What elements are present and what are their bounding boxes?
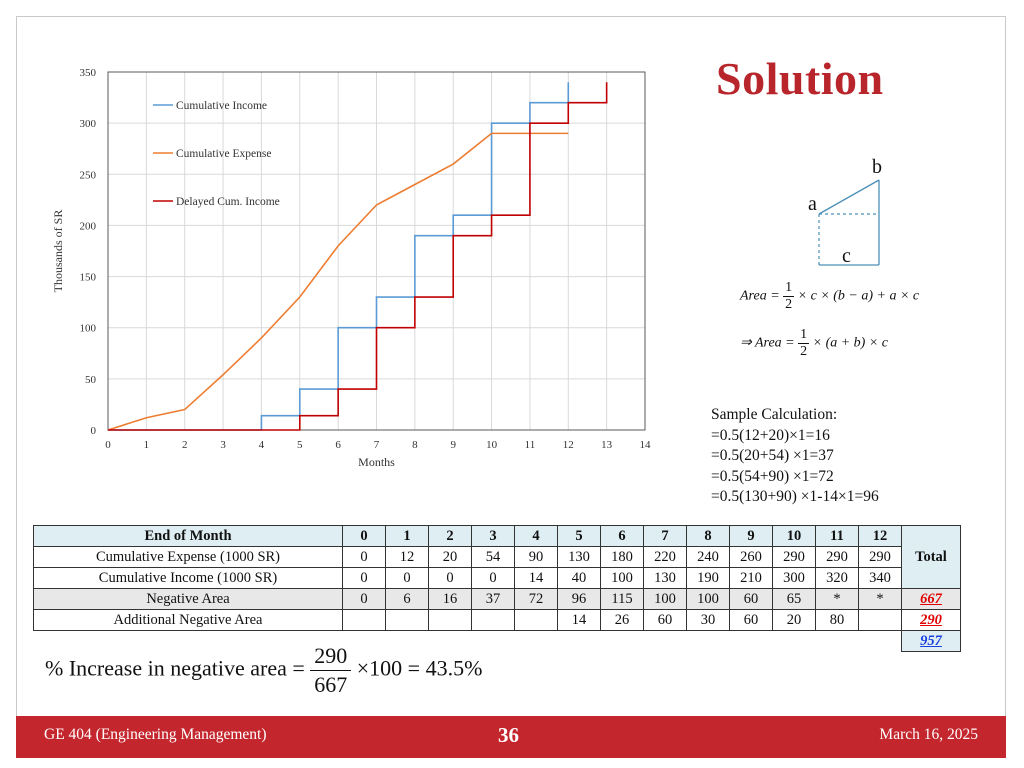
- percent-rhs: ×100 = 43.5%: [356, 655, 483, 681]
- table-cell: 100: [644, 589, 687, 610]
- formula1-lhs: Area =: [740, 288, 780, 304]
- table-row-expense: [34, 547, 961, 568]
- table-header-cell: 2: [429, 526, 472, 547]
- x-tick-label: 0: [105, 439, 111, 451]
- table-cell: 100: [687, 589, 730, 610]
- table-cell: 6: [386, 589, 429, 610]
- table-cell: [429, 610, 472, 631]
- table-header-cell: 7: [644, 526, 687, 547]
- y-tick-label: 50: [85, 373, 96, 386]
- table-cell: Additional Negative Area: [34, 610, 343, 631]
- table-cell: 290: [816, 547, 859, 568]
- table-cell: 100: [601, 568, 644, 589]
- table-cell: 210: [730, 568, 773, 589]
- table-cell: 80: [816, 610, 859, 631]
- table-cell: 115: [601, 589, 644, 610]
- table-cell: 96: [558, 589, 601, 610]
- table-cell: [515, 610, 558, 631]
- diagram-label-b: b: [872, 156, 882, 178]
- formula1-numerator: 1: [785, 280, 793, 295]
- diagram-label-a: a: [808, 193, 817, 215]
- table-cell: 130: [558, 547, 601, 568]
- table-header-cell: 10: [773, 526, 816, 547]
- table-cell: 40: [558, 568, 601, 589]
- percent-numerator: 290: [310, 642, 351, 671]
- table-cell: 340: [859, 568, 902, 589]
- x-tick-label: 5: [297, 439, 303, 451]
- table-cell: 54: [472, 547, 515, 568]
- table-cell: 290: [773, 547, 816, 568]
- table-header-cell: 4: [515, 526, 558, 547]
- x-tick-label: 4: [258, 439, 265, 451]
- slide-title: Solution: [716, 53, 884, 104]
- y-tick-label: 300: [79, 118, 96, 131]
- table-cell: [472, 610, 515, 631]
- y-tick-label: 0: [90, 425, 96, 437]
- table-cell: [343, 610, 386, 631]
- table-header-cell: 8: [687, 526, 730, 547]
- table-cell: 300: [773, 568, 816, 589]
- y-tick-label: 100: [79, 322, 96, 335]
- table-cell: 240: [687, 547, 730, 568]
- table-cell: Negative Area: [34, 589, 343, 610]
- table-cell: 180: [601, 547, 644, 568]
- x-tick-label: 8: [412, 439, 418, 451]
- diagram-label-c: c: [842, 245, 851, 267]
- table-cell: *: [816, 589, 859, 610]
- sample-calculation: [711, 405, 879, 508]
- sample-line: =0.5(130+90) ×1-14×1=96: [711, 488, 879, 505]
- table-cell: Cumulative Income (1000 SR): [34, 568, 343, 589]
- page-number: 36: [498, 723, 519, 747]
- sample-line: =0.5(20+54) ×1=37: [711, 447, 834, 464]
- formula1-rhs: × c × (b − a) + a × c: [797, 288, 920, 304]
- table-cell: 16: [429, 589, 472, 610]
- x-tick-label: 2: [181, 439, 188, 451]
- x-tick-label: 6: [335, 439, 341, 451]
- table-cell: 60: [644, 610, 687, 631]
- grand-total: 957: [902, 631, 961, 652]
- table-cell: *: [859, 589, 902, 610]
- table-header-row: [34, 526, 961, 547]
- cumulative-chart: [30, 60, 670, 480]
- table-cell: 260: [730, 547, 773, 568]
- table-cell: 0: [472, 568, 515, 589]
- table-cell: [859, 610, 902, 631]
- table-cell: 60: [730, 610, 773, 631]
- x-tick-label: 9: [450, 439, 456, 451]
- table-cell: 60: [730, 589, 773, 610]
- y-tick-label: 150: [79, 271, 96, 284]
- table-cell: 37: [472, 589, 515, 610]
- x-axis-label: Months: [358, 455, 395, 469]
- sample-line: =0.5(12+20)×1=16: [711, 426, 830, 444]
- table-cell: 90: [515, 547, 558, 568]
- trapezoid-diagram: [800, 150, 920, 280]
- sample-heading: Sample Calculation:: [711, 406, 838, 423]
- table-header-cell: 5: [558, 526, 601, 547]
- total-additional-area: 290: [902, 610, 961, 631]
- table-cell: 14: [515, 568, 558, 589]
- slide-footer: [16, 716, 1006, 758]
- sample-line: =0.5(54+90) ×1=72: [711, 467, 834, 485]
- table-cell: 0: [343, 589, 386, 610]
- table-header-cell: 3: [472, 526, 515, 547]
- legend-label: Cumulative Income: [176, 100, 268, 112]
- table-cell: 190: [687, 568, 730, 589]
- formula2-numerator: 1: [800, 327, 808, 342]
- legend-label: Delayed Cum. Income: [176, 196, 280, 208]
- area-formula-simplified: [740, 327, 888, 360]
- table-header-cell: 1: [386, 526, 429, 547]
- table-row-income: [34, 568, 961, 589]
- table-cell: 12: [386, 547, 429, 568]
- y-tick-label: 200: [79, 220, 96, 233]
- table-cell: 30: [687, 610, 730, 631]
- table-cell: 72: [515, 589, 558, 610]
- total-negative-area: 667: [902, 589, 961, 610]
- table-cell: 20: [773, 610, 816, 631]
- table-cell: 0: [429, 568, 472, 589]
- table-cell: 26: [601, 610, 644, 631]
- area-formula: [740, 280, 919, 313]
- percent-denominator: 667: [314, 672, 348, 697]
- table-row-additional-area: [34, 610, 961, 631]
- table-header-cell: 6: [601, 526, 644, 547]
- x-tick-label: 10: [486, 439, 498, 451]
- formula2-lhs: ⇒ Area =: [740, 335, 795, 351]
- table-cell: 0: [386, 568, 429, 589]
- y-tick-label: 250: [79, 169, 96, 182]
- percent-fraction: [310, 642, 351, 699]
- table-header-cell: 12: [859, 526, 902, 547]
- cash-flow-table: [33, 525, 961, 652]
- x-tick-label: 13: [601, 439, 613, 451]
- formula1-fraction: [783, 280, 794, 313]
- table-cell: 20: [429, 547, 472, 568]
- diagram-top-edge: [819, 180, 879, 214]
- x-tick-label: 1: [143, 439, 150, 451]
- y-axis-label: Thousands of SR: [51, 209, 65, 293]
- table-header-cell: End of Month: [34, 526, 343, 547]
- total-header-cell: Total: [902, 526, 961, 589]
- x-tick-label: 7: [373, 439, 380, 451]
- formula2-denominator: 2: [800, 344, 808, 359]
- formula2-rhs: × (a + b) × c: [812, 335, 889, 351]
- table-cell: 0: [343, 568, 386, 589]
- table-header-cell: 0: [343, 526, 386, 547]
- x-tick-label: 14: [639, 439, 651, 451]
- table-cell: 65: [773, 589, 816, 610]
- table-cell: 290: [859, 547, 902, 568]
- table-cell: [386, 610, 429, 631]
- table-header-cell: 11: [816, 526, 859, 547]
- y-tick-label: 350: [79, 67, 96, 79]
- percent-increase-formula: [45, 642, 482, 699]
- table-cell: 0: [343, 547, 386, 568]
- x-tick-label: 11: [524, 439, 536, 451]
- table-cell: 14: [558, 610, 601, 631]
- table-header-cell: 9: [730, 526, 773, 547]
- course-name: GE 404 (Engineering Management): [44, 726, 267, 743]
- table-row-negative-area: [34, 589, 961, 610]
- table-cell: 220: [644, 547, 687, 568]
- percent-lhs: % Increase in negative area =: [45, 655, 305, 681]
- table-cell: 320: [816, 568, 859, 589]
- formula2-fraction: [798, 327, 809, 360]
- legend-label: Cumulative Expense: [176, 148, 272, 160]
- formula1-denominator: 2: [785, 297, 793, 312]
- x-tick-label: 12: [562, 439, 574, 451]
- x-tick-label: 3: [220, 439, 226, 451]
- table-cell: 130: [644, 568, 687, 589]
- slide-date: March 16, 2025: [879, 726, 978, 743]
- table-cell: Cumulative Expense (1000 SR): [34, 547, 343, 568]
